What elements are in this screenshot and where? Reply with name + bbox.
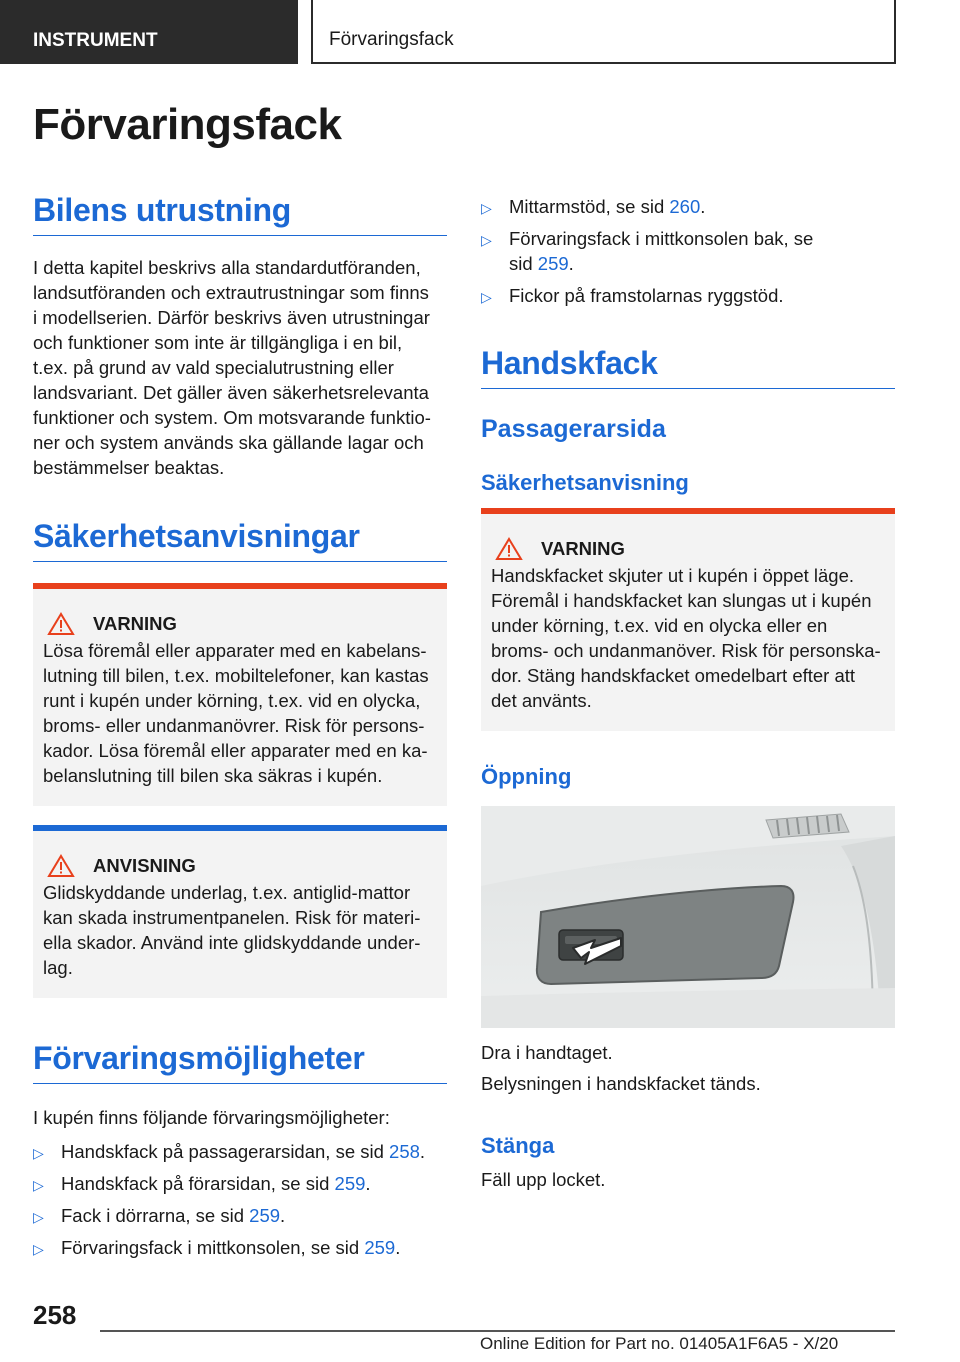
list-item-text: Handskfack på förarsidan, se sid (61, 1173, 335, 1194)
warning-line: runt i kupén under körning, t.ex. vid en olycka, (43, 690, 421, 711)
chapter-label: Förvaringsfack (329, 29, 454, 50)
triangle-bullet-icon: ▷ (481, 200, 492, 216)
chapter-tab (311, 0, 896, 64)
page-link[interactable]: 259 (364, 1237, 396, 1258)
triangle-bullet-icon: ▷ (33, 1145, 44, 1161)
equipment-line: t.ex. på grund av vald specialutrustning eller (33, 357, 394, 378)
opening-step: Dra i handtaget. (481, 1042, 613, 1063)
heading-safety-note: Säkerhetsanvisning (481, 470, 689, 495)
list-item-end: . (700, 196, 706, 217)
list-item-text: Förvaringsfack i mittkonsolen bak, se (509, 228, 814, 249)
closing-step: Fäll upp locket. (481, 1169, 606, 1190)
notice-line: ella skador. Använd inte glidskyddande under- (43, 932, 421, 953)
glovebox-drawing (481, 806, 895, 1028)
page-link[interactable]: 259 (249, 1205, 281, 1226)
notice-line: Glidskyddande underlag, t.ex. antiglid-mattor (43, 882, 411, 903)
notice-label: ANVISNING (93, 855, 196, 876)
warning-line: kador. Lösa föremål eller apparater med en ka- (43, 740, 428, 761)
list-item-end: . (568, 253, 574, 274)
page-title: Förvaringsfack (33, 100, 342, 149)
list-item-end: . (365, 1173, 371, 1194)
heading-storage: Förvaringsmöjligheter (33, 1040, 447, 1084)
list-item-text: Förvaringsfack i mittkonsolen, se sid (61, 1237, 365, 1258)
page-link[interactable]: 259 (537, 253, 569, 274)
warning-label: VARNING (93, 613, 177, 634)
warning-line: belanslutning till bilen ska säkras i kupén. (43, 765, 383, 786)
warning-triangle-icon (495, 537, 523, 561)
heading-equipment: Bilens utrustning (33, 192, 447, 236)
page-number: 258 (33, 1300, 77, 1330)
warning-line: under körning, t.ex. vid en olycka eller en (491, 615, 828, 636)
glovebox-illustration (481, 806, 895, 1028)
notice-triangle-icon (47, 854, 75, 878)
list-item-end: . (395, 1237, 401, 1258)
list-item-text: Mittarmstöd, se sid (509, 196, 670, 217)
list-item (33, 1235, 447, 1262)
warning-line: Föremål i handskfacket kan slungas ut i kupén (491, 590, 872, 611)
notice-line: kan skada instrumentpanelen. Risk för materi- (43, 907, 421, 928)
triangle-bullet-icon: ▷ (33, 1209, 44, 1225)
warning-box (481, 508, 895, 731)
warning-box (33, 583, 447, 806)
edition-note: Online Edition for Part no. 01405A1F6A5 - X/20 (480, 1334, 839, 1353)
page-link[interactable]: 260 (669, 196, 701, 217)
warning-line: det använts. (491, 690, 592, 711)
list-item-text: sid (509, 253, 538, 274)
heading-safety: Säkerhetsanvisningar (33, 518, 447, 562)
list-item-text: Fack i dörrarna, se sid (61, 1205, 250, 1226)
page-link[interactable]: 258 (389, 1141, 420, 1162)
warning-line: dor. Stäng handskfacket omedelbart efter att (491, 665, 856, 686)
page-link[interactable]: 259 (334, 1173, 366, 1194)
list-item (33, 1139, 447, 1166)
warning-label: VARNING (541, 538, 625, 559)
heading-passenger-side: Passagerarsida (481, 415, 666, 443)
storage-intro: I kupén finns följande förvaringsmöjligheter: (33, 1107, 390, 1128)
list-item (33, 1203, 447, 1230)
triangle-bullet-icon: ▷ (33, 1177, 44, 1193)
section-tab (0, 0, 298, 64)
triangle-bullet-icon: ▷ (481, 232, 492, 248)
list-item (481, 283, 895, 310)
equipment-line: ner och system används ska gällande lagar och (33, 432, 424, 453)
list-item-end: . (280, 1205, 286, 1226)
list-item (481, 194, 895, 221)
section-label: INSTRUMENT (33, 30, 158, 51)
opening-result: Belysningen i handskfacket tänds. (481, 1073, 761, 1094)
list-item-end: . (419, 1141, 426, 1162)
equipment-line: landsvariant. Det gäller även säkerhetsrelevanta (33, 382, 429, 403)
notice-box (33, 825, 447, 998)
warning-triangle-icon (47, 612, 75, 636)
warning-line: broms- och undanmanöver. Risk för personska- (491, 640, 881, 661)
list-item-text: Fickor på framstolarnas ryggstöd. (509, 285, 784, 306)
equipment-line: bestämmelser beaktas. (33, 457, 225, 478)
heading-glovebox: Handskfack (481, 345, 895, 389)
equipment-line: funktioner och system. Om motsvarande funktio- (33, 407, 431, 428)
list-item (33, 1171, 447, 1198)
triangle-bullet-icon: ▷ (481, 289, 492, 305)
warning-line: Lösa föremål eller apparater med en kabelans- (43, 640, 427, 661)
list-item-text: Handskfack på passagerarsidan, se sid (61, 1141, 390, 1162)
list-item (481, 226, 895, 276)
triangle-bullet-icon: ▷ (33, 1241, 44, 1257)
equipment-paragraph (33, 255, 447, 480)
equipment-line: landsutföranden och extrautrustningar som finns (33, 282, 429, 303)
heading-opening: Öppning (481, 764, 572, 789)
notice-line: lag. (43, 957, 73, 978)
equipment-line: I detta kapitel beskrivs alla standardutföranden, (33, 257, 421, 278)
warning-line: lutning till bilen, t.ex. mobiltelefoner, kan kastas (43, 665, 429, 686)
footer-divider (100, 1330, 895, 1332)
warning-line: Handskfacket skjuter ut i kupén i öppet läge. (491, 565, 855, 586)
heading-closing: Stänga (481, 1133, 555, 1158)
equipment-line: i modellserien. Därför beskrivs även utrustningar (33, 307, 430, 328)
equipment-line: och funktioner som inte är tillgängliga i en bil, (33, 332, 403, 353)
warning-line: broms- eller undanmanövrer. Risk för persons- (43, 715, 425, 736)
